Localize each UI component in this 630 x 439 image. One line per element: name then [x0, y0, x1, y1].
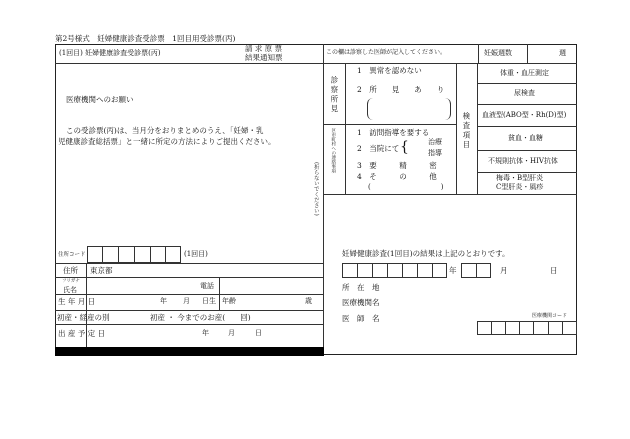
dob-day: 日生 [202, 297, 216, 305]
bottom-black-bar [55, 347, 324, 356]
location-label: 所 在 地 [342, 283, 380, 292]
inst-box-div [562, 321, 563, 335]
center-divider [323, 44, 324, 355]
test-items-label: 検査項目 [461, 112, 471, 150]
body-line-1: この受診票(丙)は、当月分をおりまとめのうえ、「妊婦・乳 [66, 126, 264, 135]
greeting: 医療機関へのお願い [66, 95, 134, 104]
right-block-bottom [323, 194, 577, 195]
date-box-div [417, 263, 418, 278]
finding-1[interactable]: 1 異常を認めない [357, 66, 422, 75]
result-month: 月 [500, 266, 508, 275]
code-box-div [134, 246, 135, 263]
gest-divider-2 [527, 44, 528, 63]
test-row-rule [477, 172, 577, 173]
test-row-rule [477, 150, 577, 151]
row-rule [55, 324, 323, 325]
gest-divider [478, 44, 479, 63]
form-title: 第2号様式 妊婦健康診査受診票 1回目用受診票(丙) [55, 34, 236, 43]
test-item-blood-type: 血液型(ABO型・Rh(D)型) [482, 111, 567, 119]
test-item-urine: 尿検査 [514, 89, 535, 97]
guide-4[interactable]: 4 そ の 他 [357, 172, 437, 181]
body-line-2: 児健康診査総括票」と一緒に所定の方法によりご提出ください。 [58, 137, 276, 146]
code-box-div [165, 246, 166, 263]
inst-code-label: 医療機関コード [532, 313, 568, 319]
test-item-antibody: 不規則抗体・HIV抗体 [488, 157, 558, 165]
row-rule [55, 310, 323, 311]
code-box-div [102, 246, 103, 263]
parity-value[interactable]: 初産 ・ 今までのお産( 回) [150, 313, 251, 322]
fold-note: (折らないでください) [312, 162, 319, 216]
guide-2b: 指導 [428, 149, 442, 157]
phone-label: 電話 [200, 282, 214, 290]
exam-findings-label: 診察所見 [329, 76, 339, 114]
guide-1[interactable]: 1 訪問指導を要する [357, 128, 430, 137]
inst-box-div [491, 321, 492, 335]
test-item-hepatitis: 梅毒・B型肝炎 C型肝炎・風疹 [496, 174, 544, 192]
inst-box-div [533, 321, 534, 335]
table-top-rule [55, 263, 323, 264]
guide-2a: 治療 [428, 138, 442, 146]
due-month: 月 [228, 329, 235, 337]
dob-month: 月 [183, 297, 190, 305]
findings-right-col [456, 63, 457, 194]
visit-label: (1回目) [184, 250, 208, 258]
dob-year: 年 [160, 297, 167, 305]
date-box-div [432, 263, 433, 278]
exam-label-col [345, 63, 346, 194]
age-unit: 歳 [305, 297, 312, 305]
date-box-div [387, 263, 388, 278]
code-box-div [150, 246, 151, 263]
inst-box-div [519, 321, 520, 335]
exam-rule [323, 124, 456, 125]
row-rule [55, 294, 323, 295]
inst-box-div [548, 321, 549, 335]
gest-weeks-label: 妊娠週数 [484, 49, 512, 57]
due-date-label: 出 産 予 定 日 [58, 329, 106, 338]
test-row-rule [477, 83, 577, 84]
address-label: 住所 [63, 266, 78, 275]
dob-label: 生 年 月 日 [58, 297, 96, 306]
result-year: 年 [449, 266, 457, 275]
age-divider [219, 294, 220, 310]
phone-divider [219, 277, 220, 294]
right-header-rule [323, 63, 577, 64]
left-header-rule [55, 63, 323, 64]
result-text: 妊婦健康診査(1回目)の結果は上記のとおりです。 [342, 249, 510, 258]
guide-2[interactable]: 2 当院にて [357, 144, 400, 153]
due-day: 日 [255, 329, 262, 337]
date-box-div [402, 263, 403, 278]
age-label: 年齢 [222, 297, 236, 305]
date-box-div [372, 263, 373, 278]
guide-brace: { [400, 139, 409, 155]
institution-label: 医療機関名 [342, 298, 380, 307]
due-year: 年 [202, 329, 209, 337]
left-header: (1回目) 妊婦健康診査受診票(丙) [59, 49, 161, 57]
stamp-label-1: 請 求 原 票 [245, 44, 283, 53]
test-item-anemia: 貧血・血糖 [508, 134, 543, 142]
date-box-div [357, 263, 358, 278]
test-item-weight-bp: 体重・血圧測定 [500, 69, 549, 77]
address-value[interactable]: 東京都 [90, 266, 113, 275]
finding-bracket [367, 98, 451, 120]
guide-3[interactable]: 3 要 精 密 [357, 161, 437, 170]
address-code-label: 住所コード [58, 252, 86, 258]
finding-2[interactable]: 2 所 見 あ り [357, 85, 445, 94]
test-row-rule [477, 126, 577, 127]
doctor-fill-note: この欄は診察した医師が記入してください。 [326, 49, 447, 56]
name-label: 氏名 [63, 286, 77, 294]
stamp-label-2: 結果通知票 [245, 53, 283, 62]
test-row-rule [477, 104, 577, 105]
municipal-note-label: 区市町村への連絡事項 [330, 128, 336, 173]
furigana-label: フリガナ [62, 279, 80, 284]
week-unit: 週 [559, 49, 566, 57]
doctor-label: 医 師 名 [342, 314, 380, 323]
row-rule [55, 277, 323, 278]
code-box-div [118, 246, 119, 263]
result-day: 日 [550, 266, 558, 275]
date-box-div [476, 263, 477, 278]
parity-label: 初産・経産の別 [57, 313, 110, 322]
inst-box-div [505, 321, 506, 335]
guide-4-paren: ( ) [368, 183, 444, 191]
